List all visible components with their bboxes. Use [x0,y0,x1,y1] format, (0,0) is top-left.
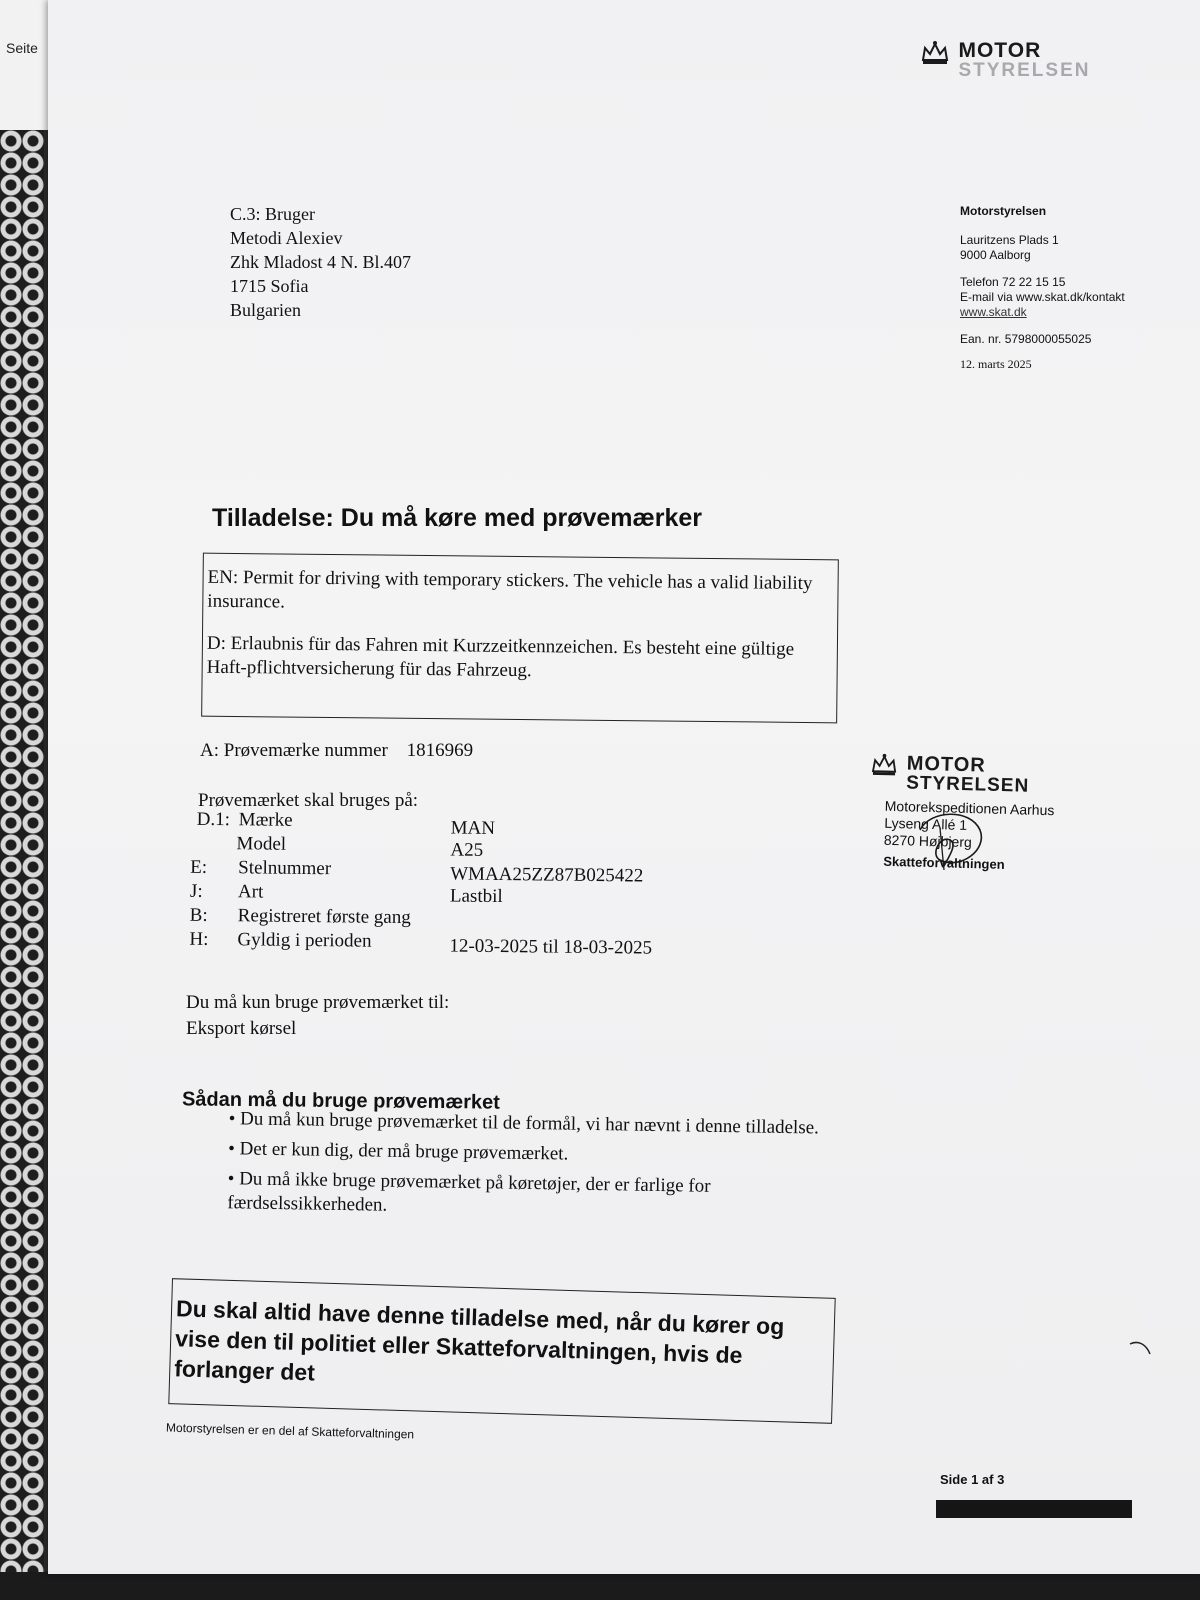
recipient-line: Zhk Mladost 4 N. Bl.407 [230,252,412,272]
notice-text: Du skal altid have denne tilladelse med, når du kører og vise den til politiet eller Skatteforvaltningen, hvis de forlanger det [173,1295,785,1386]
field-label: Stelnummer [238,857,332,880]
usage-heading: Prøvemærket skal bruges på: [198,790,419,811]
footer-note: Motorstyrelsen er en del af Skatteforvaltningen [165,1420,415,1442]
pen-mark [1128,1340,1154,1360]
notice-box [168,1278,835,1424]
purpose-heading: Du må kun bruge prøvemærket til: [186,992,450,1013]
sender-ean: Ean. nr. 5798000055025 [960,332,1092,346]
rule-item: • Du må kun bruge prøvemærket til de formål, vi har nævnt i denne tilladelse. [228,1108,820,1139]
field-code: D.1: [196,808,231,831]
field-row [197,809,293,832]
stamp-office: Motorekspeditionen Aarhus [884,797,1055,819]
field-code: E: [190,856,208,878]
recipient-line: Bulgarien [230,300,301,320]
table-edge [0,1572,1200,1600]
rule-item: • Det er kun dig, der må bruge prøvemærket. [228,1138,569,1165]
translation-box [201,553,839,724]
stamp-logo-line-2: STYRELSEN [905,772,1030,797]
background-sheet-label: Seite [6,40,38,56]
recipient-line: 1715 Sofia [230,276,309,296]
translation-de: D: Erlaubnis für das Fahren mit Kurzzeitkennzeichen. Es besteht eine gültige Haft-pflichtversicherung für das Fahrzeug. [206,632,795,682]
page-title: Tilladelse: Du må køre med prøvemærker [212,504,703,532]
sender-block [960,204,1192,372]
sender-address-1: Lauritzens Plads 1 [960,233,1059,247]
purpose-block [186,990,449,1042]
field-code: B: [189,904,208,926]
crown-icon [920,40,950,70]
stamp-city: 8270 Højbjerg [883,831,973,851]
sender-name: Motorstyrelsen [960,204,1047,218]
recipient-address [230,202,411,322]
stamp-org: Skatteforvaltningen [883,853,1005,872]
field-label: Mærke [238,809,293,831]
field-label: Gyldig i perioden [237,929,372,952]
field-value: WMAA25ZZ87B025422 [450,863,644,887]
sender-email: E-mail via www.skat.dk/kontakt [960,290,1125,304]
field-label: Art [237,881,264,903]
logo-line-2: STYRELSEN [958,60,1091,81]
recipient-line: C.3: Bruger [230,204,315,224]
redaction-bar [936,1500,1132,1518]
logo-line-1: MOTOR [958,39,1042,62]
field-code: H: [189,928,209,950]
plate-number-value: 1816969 [406,740,474,761]
motorstyrelsen-logo [920,40,1090,80]
letter-date: 12. marts 2025 [960,357,1032,371]
plate-number-label: A: Prøvemærke nummer [200,740,388,761]
field-code: J: [189,880,203,902]
sender-phone: Telefon 72 22 15 15 [960,275,1066,289]
patterned-fabric [0,130,44,1600]
field-label: Registreret første gang [237,905,411,929]
field-value: 12-03-2025 til 18-03-2025 [449,935,653,959]
rule-item: • Du må ikke bruge prøvemærket på køretøjer, der er farlige for færdselssikkerheden. [227,1168,711,1216]
translation-en: EN: Permit for driving with temporary stickers. The vehicle has a valid liability insurance. [207,566,813,613]
signature-scribble [900,800,1010,876]
vehicle-fields [187,809,809,975]
page-number: Side 1 af 3 [940,1472,1005,1487]
permit-letter [48,0,1200,1574]
field-value: A25 [450,839,484,861]
field-label: Model [236,833,287,855]
rules-heading: Sådan må du bruge prøvemærket [181,1088,500,1114]
plate-number-row [200,740,473,762]
stamp-logo-line-1: MOTOR [906,752,987,777]
recipient-line: Metodi Alexiev [230,228,343,248]
crown-icon [870,753,899,782]
stamp-logo [870,753,1131,799]
sender-website-link[interactable]: www.skat.dk [960,305,1027,319]
office-stamp [870,752,1130,873]
purpose-value: Eksport kørsel [186,1018,297,1039]
sender-address-2: 9000 Aalborg [960,248,1031,262]
field-value: Lastbil [449,885,503,908]
field-value: MAN [450,817,496,839]
rules-list [227,1107,839,1225]
stamp-street: Lyseng Allé 1 [884,814,968,833]
